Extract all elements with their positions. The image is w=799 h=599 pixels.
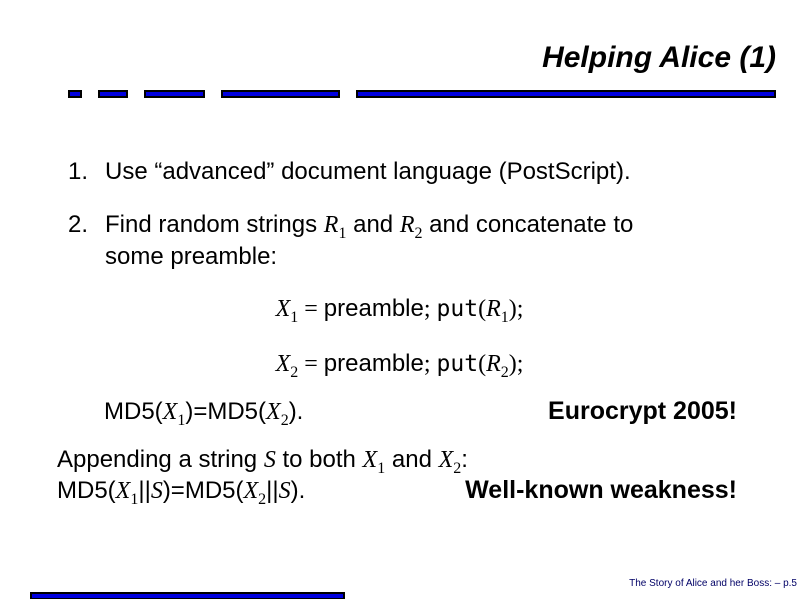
math-sub-x2: 2 bbox=[258, 490, 267, 508]
header-rule-segment-1 bbox=[68, 90, 82, 98]
list-item-2-line-2: some preamble: bbox=[105, 243, 278, 270]
list-marker-1: 1. bbox=[68, 158, 89, 185]
bottom-rule bbox=[30, 592, 345, 599]
list-marker-2: 2. bbox=[68, 211, 89, 238]
math-sub-x1: 1 bbox=[130, 490, 139, 508]
header-rule-segment-5 bbox=[356, 90, 776, 98]
math-var-r2: R bbox=[486, 351, 501, 377]
list-item-1 bbox=[68, 156, 631, 187]
math-sub-x2: 2 bbox=[290, 363, 299, 381]
weakness-badge: Well-known weakness! bbox=[465, 476, 737, 504]
list-item-2-line-1: Find random strings $R_1$ and $R_2$ and concatenate to bbox=[105, 211, 634, 242]
equation-x1: $X_1$ = preamble; $put(R_1)$; bbox=[275, 295, 524, 326]
preamble-word: preamble bbox=[323, 295, 424, 322]
math-var-x2: X bbox=[266, 399, 281, 425]
md5-collision-row bbox=[104, 396, 737, 427]
concat-bars: || bbox=[266, 477, 279, 504]
math-sub-x1: 1 bbox=[177, 411, 186, 429]
header-rule-segment-3 bbox=[144, 90, 205, 98]
math-var-s: S bbox=[278, 478, 291, 504]
concat-bars: || bbox=[138, 477, 151, 504]
math-sub-x2: 2 bbox=[453, 459, 462, 477]
math-var-s: S bbox=[263, 447, 276, 473]
math-sub-r2: 2 bbox=[414, 224, 423, 242]
equation-x2: $X_2$ = preamble; $put(R_2)$; bbox=[275, 350, 524, 381]
math-var-x1: X bbox=[162, 399, 178, 425]
list-item-1-text: Use “advanced” document language (PostScript). bbox=[105, 158, 631, 185]
md5-suffix-row bbox=[57, 475, 737, 507]
slide-footer: The Story of Alice and her Boss: – p.5 bbox=[629, 578, 797, 589]
math-var-x2: X bbox=[438, 447, 454, 473]
math-var-s: S bbox=[150, 478, 163, 504]
math-var-r1: R bbox=[323, 212, 339, 238]
appending-sentence: Appending a string S to both $X_1$ and $X_2$: bbox=[57, 446, 468, 477]
slide-title: Helping Alice (1) bbox=[542, 41, 776, 74]
put-keyword: put bbox=[436, 351, 479, 377]
preamble-word: preamble bbox=[323, 350, 424, 377]
math-var-x2: X bbox=[243, 478, 259, 504]
list-item-2 bbox=[68, 209, 633, 272]
header-rule-segment-2 bbox=[98, 90, 128, 98]
math-sub-r1: 1 bbox=[338, 224, 347, 242]
header-rule bbox=[68, 90, 776, 98]
math-var-x1: X bbox=[115, 478, 131, 504]
md5-equation: $MD5(X_1)=MD5(X_2)$. bbox=[104, 398, 304, 429]
math-sub-r2: 2 bbox=[500, 363, 509, 381]
math-var-x1: X bbox=[362, 447, 378, 473]
math-var-x1: X bbox=[275, 296, 291, 322]
math-sub-r1: 1 bbox=[500, 308, 509, 326]
list-item-2-text bbox=[105, 209, 633, 272]
put-keyword: put bbox=[436, 296, 479, 322]
header-rule-segment-4 bbox=[221, 90, 340, 98]
math-var-x2: X bbox=[275, 351, 291, 377]
math-sub-x1: 1 bbox=[290, 308, 299, 326]
math-var-r2: R bbox=[399, 212, 415, 238]
math-sub-x1: 1 bbox=[377, 459, 386, 477]
md5-suffix-equation: $MD5(X_1||S)=MD5(X_2||S)$. bbox=[57, 477, 306, 508]
math-sub-x2: 2 bbox=[280, 411, 289, 429]
eurocrypt-badge: Eurocrypt 2005! bbox=[548, 397, 737, 425]
math-var-r1: R bbox=[486, 296, 501, 322]
